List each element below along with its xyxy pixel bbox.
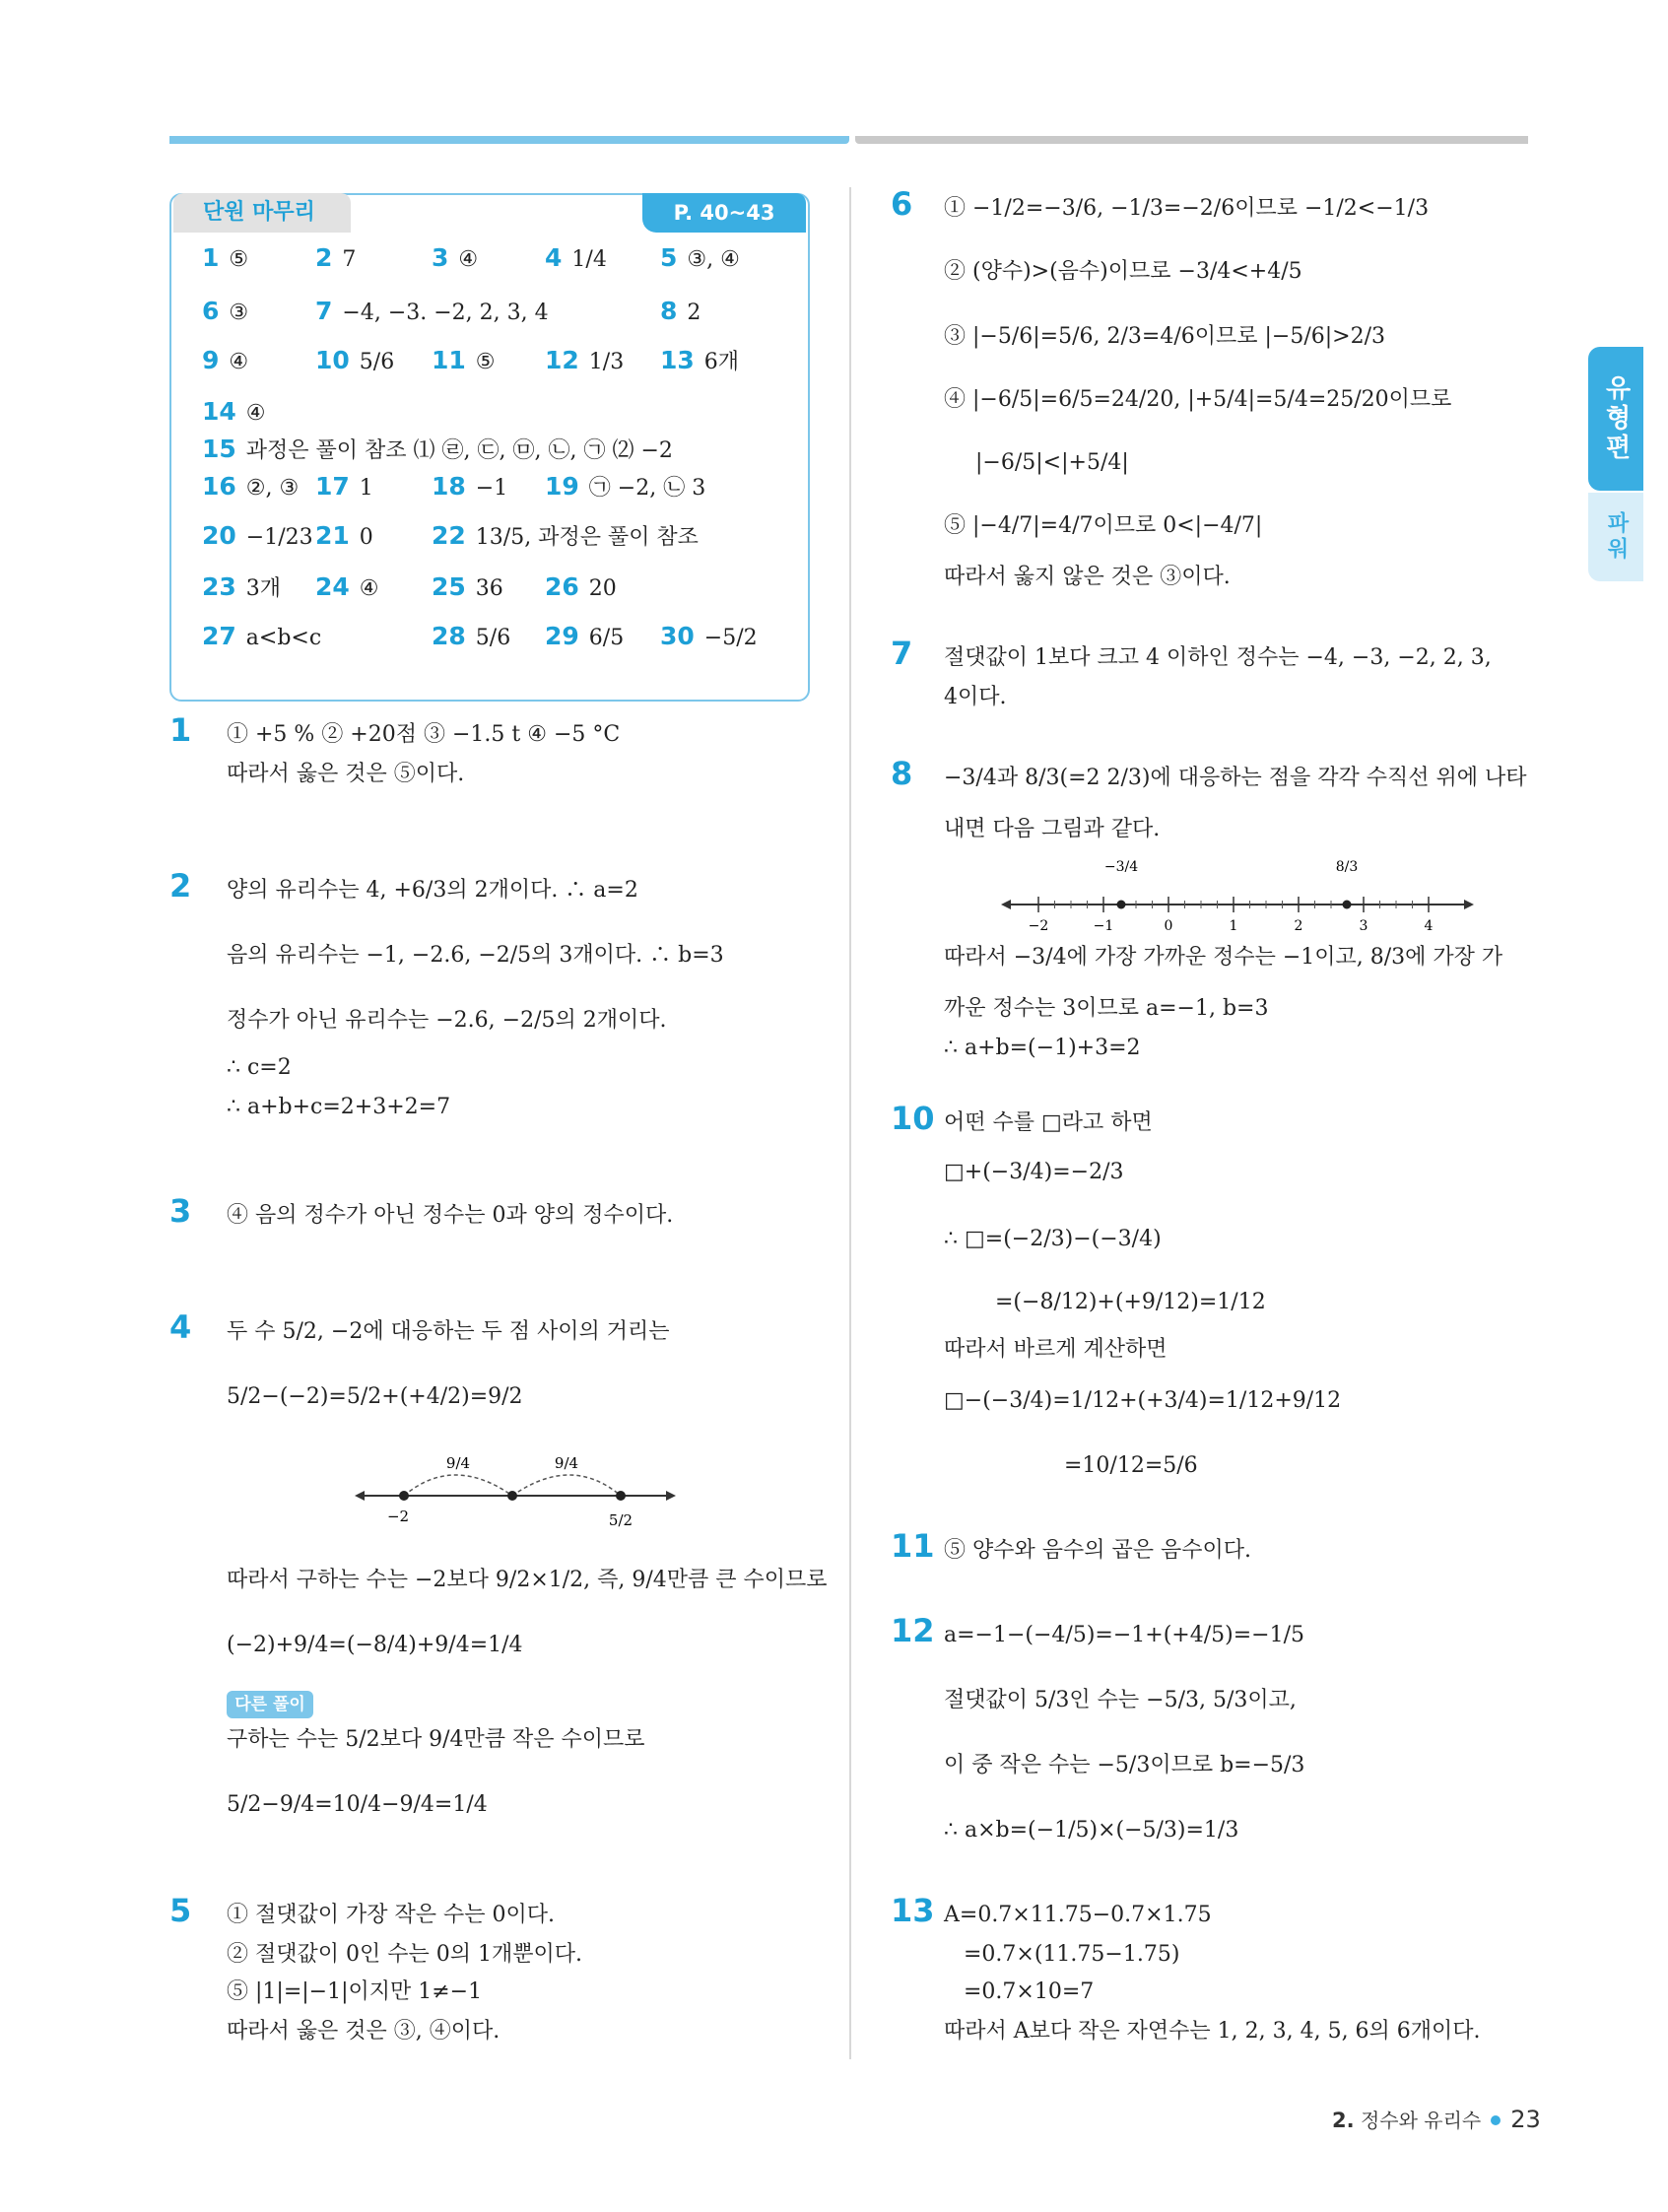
- nl4-arc-1: [404, 1475, 512, 1496]
- left-solution-line: ② 절댓값이 0인 수는 0의 1개뿐이다.: [227, 1942, 582, 1967]
- right-solution-line: =10/12=5/6: [1064, 1453, 1198, 1478]
- right-solution-line: 절댓값이 5/3인 수는 −5/3, 5/3이고,: [944, 1688, 1297, 1712]
- summary-answer-number: 20: [202, 521, 236, 550]
- summary-answer-value: −5/2: [703, 626, 758, 650]
- summary-answer-number: 10: [315, 346, 350, 374]
- summary-answer-22: [432, 521, 699, 553]
- summary-answer-15: [202, 435, 673, 466]
- left-solution-line: ∴ a+b+c=2+3+2=7: [227, 1095, 451, 1119]
- right-solution-line: A=0.7×11.75−0.7×1.75: [944, 1903, 1212, 1927]
- question-number-13: 13: [891, 1892, 935, 1929]
- summary-answer-17: [315, 472, 373, 503]
- summary-answer-value: a<b<c: [245, 626, 322, 650]
- summary-answer-value: ③: [229, 301, 249, 325]
- summary-answer-2: [315, 243, 356, 275]
- nl4-arrow-right: [666, 1491, 676, 1501]
- summary-answer-number: 6: [202, 297, 220, 325]
- side-tab-power[interactable]: 파워: [1588, 493, 1643, 581]
- summary-answer-value: −4, −3. −2, 2, 3, 4: [342, 301, 549, 325]
- right-solution-line: −3/4과 8/3(=2 2/3)에 대응하는 점을 각각 수직선 위에 나타: [944, 766, 1527, 790]
- nl8-tick-label: 0: [1164, 918, 1173, 932]
- right-solution-line: ⑤ |−4/7|=4/7이므로 0<|−4/7|: [944, 513, 1263, 538]
- summary-answer-number: 30: [660, 622, 695, 650]
- nl4-label-5over2: 5/2: [608, 1511, 634, 1529]
- left-solution-line: ④ 음의 정수가 아닌 정수는 0과 양의 정수이다.: [227, 1203, 674, 1228]
- right-solution-line: ③ |−5/6|=5/6, 2/3=4/6이므로 |−5/6|>2/3: [944, 324, 1385, 349]
- alt-solution-badge: 다른 풀이: [227, 1691, 313, 1718]
- summary-title: 단원 마무리: [173, 193, 351, 233]
- summary-answer-number: 29: [545, 622, 579, 650]
- right-solution-line: 까운 정수는 3이므로 a=−1, b=3: [944, 996, 1269, 1021]
- summary-answer-value: ㉠ −2, ㉡ 3: [588, 476, 706, 501]
- summary-answer-26: [545, 572, 617, 604]
- side-tab-type[interactable]: 유형편: [1588, 347, 1643, 491]
- right-solution-line: ∴ □=(−2/3)−(−3/4): [944, 1227, 1162, 1251]
- right-solution-line: =0.7×10=7: [964, 1979, 1095, 2004]
- nl4-point-mid: [507, 1491, 517, 1501]
- summary-answer-value: ⑤: [475, 350, 496, 374]
- numberline-q8: [1001, 853, 1476, 932]
- summary-answer-number: 1: [202, 243, 220, 272]
- summary-answer-5: [660, 243, 740, 275]
- right-solution-line: ④ |−6/5|=6/5=24/20, |+5/4|=5/4=25/20이므로: [944, 387, 1452, 412]
- left-solution-line: ⑤ |1|=|−1|이지만 1≠−1: [227, 1979, 483, 2004]
- summary-answer-number: 7: [315, 297, 333, 325]
- question-number-7: 7: [891, 635, 913, 672]
- summary-answer-value: 1/3: [588, 350, 625, 374]
- summary-answer-number: 5: [660, 243, 678, 272]
- right-solution-line: =0.7×(11.75−1.75): [964, 1942, 1180, 1967]
- summary-answer-9: [202, 346, 248, 377]
- summary-answer-value: ④: [245, 401, 266, 426]
- summary-answer-18: [432, 472, 507, 503]
- footer-chapter-num: 2.: [1332, 2109, 1355, 2132]
- right-solution-line: =(−8/12)+(+9/12)=1/12: [995, 1290, 1266, 1314]
- nl8-tick-label: 3: [1359, 918, 1368, 932]
- left-solution-line: 양의 유리수는 4, +6/3의 2개이다. ∴ a=2: [227, 878, 638, 903]
- summary-answer-25: [432, 572, 503, 604]
- top-bar-right: [855, 136, 1528, 144]
- nl4-label-1: 9/4: [445, 1454, 471, 1472]
- nl8-tick-label: 2: [1294, 918, 1303, 932]
- summary-answer-number: 26: [545, 572, 579, 601]
- right-solution-line: 따라서 옳지 않은 것은 ③이다.: [944, 565, 1231, 589]
- nl8-tick-label: 1: [1229, 918, 1238, 932]
- nl4-arc-2: [512, 1475, 621, 1496]
- question-number-5: 5: [169, 1892, 192, 1929]
- nl8-tick-label: 4: [1424, 918, 1434, 932]
- summary-answer-number: 3: [432, 243, 449, 272]
- right-solution-line: 4이다.: [944, 685, 1007, 709]
- right-solution-line: 따라서 A보다 작은 자연수는 1, 2, 3, 4, 5, 6의 6개이다.: [944, 2019, 1481, 2044]
- summary-answer-value: ③, ④: [687, 247, 740, 272]
- summary-answer-6: [202, 297, 248, 328]
- summary-answer-number: 15: [202, 435, 236, 463]
- summary-answer-7: [315, 297, 549, 328]
- left-solution-line: 5/2−(−2)=5/2+(+4/2)=9/2: [227, 1384, 523, 1409]
- summary-answer-14: [202, 397, 266, 429]
- nl8-label-8over3: 8/3: [1335, 859, 1359, 875]
- nl8-arrow-right: [1464, 900, 1474, 909]
- nl8-tick-label: −2: [1028, 918, 1049, 932]
- summary-answer-value: −1: [475, 476, 508, 501]
- footer-dot: [1491, 2115, 1501, 2125]
- page-footer: [1332, 2105, 1541, 2133]
- right-solution-line: ① −1/2=−3/6, −1/3=−2/6이므로 −1/2<−1/3: [944, 196, 1430, 221]
- summary-answer-value: 3개: [245, 576, 282, 601]
- summary-answer-value: 5/6: [359, 350, 395, 374]
- summary-answer-number: 2: [315, 243, 333, 272]
- summary-answer-number: 22: [432, 521, 466, 550]
- question-number-11: 11: [891, 1527, 935, 1565]
- summary-answer-value: ④: [229, 350, 249, 374]
- left-solution-line: 따라서 옳은 것은 ③, ④이다.: [227, 2019, 500, 2044]
- footer-page-number: 23: [1510, 2106, 1541, 2133]
- right-solution-line: □−(−3/4)=1/12+(+3/4)=1/12+9/12: [944, 1388, 1342, 1413]
- summary-answer-4: [545, 243, 607, 275]
- left-solution-line: 구하는 수는 5/2보다 9/4만큼 작은 수이므로: [227, 1727, 645, 1752]
- summary-answer-value: 1: [359, 476, 373, 501]
- summary-answer-1: [202, 243, 248, 275]
- right-solution-line: ② (양수)>(음수)이므로 −3/4<+4/5: [944, 259, 1302, 284]
- summary-answer-value: 7: [342, 247, 357, 272]
- nl8-arrow-left: [1001, 900, 1011, 909]
- summary-answer-value: 0: [359, 525, 373, 550]
- summary-answer-8: [660, 297, 701, 328]
- summary-answer-number: 16: [202, 472, 236, 501]
- summary-answer-number: 17: [315, 472, 350, 501]
- numberline-q4: [355, 1448, 680, 1547]
- summary-answer-value: 2: [687, 301, 701, 325]
- summary-answer-value: ⑤: [229, 247, 249, 272]
- summary-answer-number: 14: [202, 397, 236, 426]
- summary-answer-number: 11: [432, 346, 466, 374]
- summary-answer-number: 25: [432, 572, 466, 601]
- summary-answer-value: ②, ③: [245, 476, 300, 501]
- nl4-point-minus2: [399, 1491, 409, 1501]
- summary-answer-number: 4: [545, 243, 563, 272]
- summary-answer-11: [432, 346, 496, 377]
- left-solution-line: ① +5 % ② +20점 ③ −1.5 t ④ −5 °C: [227, 722, 621, 747]
- summary-answer-30: [660, 622, 758, 653]
- summary-answer-number: 12: [545, 346, 579, 374]
- summary-answer-number: 9: [202, 346, 220, 374]
- summary-answer-21: [315, 521, 373, 553]
- right-solution-line: 내면 다음 그림과 같다.: [944, 817, 1161, 841]
- left-solution-line: 음의 유리수는 −1, −2.6, −2/5의 3개이다. ∴ b=3: [227, 943, 724, 968]
- summary-answer-20: [202, 521, 313, 553]
- right-solution-line: 어떤 수를 □라고 하면: [944, 1110, 1153, 1135]
- summary-answer-12: [545, 346, 624, 377]
- summary-answer-number: 21: [315, 521, 350, 550]
- column-divider: [849, 187, 851, 2059]
- nl4-label-2: 9/4: [554, 1454, 579, 1472]
- right-solution-line: ∴ a+b=(−1)+3=2: [944, 1036, 1141, 1060]
- summary-answer-number: 13: [660, 346, 695, 374]
- question-number-1: 1: [169, 711, 192, 749]
- summary-answer-number: 19: [545, 472, 579, 501]
- nl8-label-minus3over4: −3/4: [1103, 859, 1139, 875]
- nl4-point-5over2: [616, 1491, 626, 1501]
- summary-answer-value: 6/5: [588, 626, 625, 650]
- summary-answer-value: 13/5, 과정은 풀이 참조: [475, 525, 699, 550]
- question-number-12: 12: [891, 1612, 935, 1649]
- summary-answer-value: −1/23: [245, 525, 313, 550]
- right-solution-line: 절댓값이 1보다 크고 4 이하인 정수는 −4, −3, −2, 2, 3,: [944, 645, 1492, 670]
- left-solution-line: 따라서 구하는 수는 −2보다 9/2×1/2, 즉, 9/4만큼 큰 수이므로: [227, 1568, 828, 1592]
- left-solution-line: (−2)+9/4=(−8/4)+9/4=1/4: [227, 1633, 523, 1657]
- summary-answer-value: ④: [359, 576, 379, 601]
- summary-answer-number: 8: [660, 297, 678, 325]
- right-solution-line: ⑤ 양수와 음수의 곱은 음수이다.: [944, 1538, 1251, 1563]
- question-number-10: 10: [891, 1100, 935, 1137]
- question-number-2: 2: [169, 867, 192, 905]
- nl8-point-8over3: [1343, 901, 1352, 909]
- right-solution-line: 이 중 작은 수는 −5/3이므로 b=−5/3: [944, 1753, 1305, 1777]
- nl8-ticks: [1029, 897, 1434, 932]
- summary-answer-13: [660, 346, 739, 377]
- left-solution-line: ① 절댓값이 가장 작은 수는 0이다.: [227, 1903, 555, 1927]
- summary-answer-29: [545, 622, 624, 653]
- summary-answer-16: [202, 472, 299, 503]
- summary-answer-28: [432, 622, 510, 653]
- left-solution-line: 두 수 5/2, −2에 대응하는 두 점 사이의 거리는: [227, 1319, 670, 1344]
- right-solution-line: |−6/5|<|+5/4|: [975, 450, 1129, 475]
- summary-answer-10: [315, 346, 394, 377]
- left-solution-line: 따라서 옳은 것은 ⑤이다.: [227, 762, 465, 786]
- summary-answer-23: [202, 572, 281, 604]
- right-solution-line: ∴ a×b=(−1/5)×(−5/3)=1/3: [944, 1818, 1239, 1843]
- summary-answer-value: 36: [475, 576, 503, 601]
- left-solution-line: 정수가 아닌 유리수는 −2.6, −2/5의 2개이다.: [227, 1008, 667, 1033]
- summary-answer-number: 18: [432, 472, 466, 501]
- question-number-6: 6: [891, 185, 913, 223]
- right-solution-line: a=−1−(−4/5)=−1+(+4/5)=−1/5: [944, 1623, 1304, 1647]
- nl4-arrow-left: [355, 1491, 365, 1501]
- question-number-3: 3: [169, 1192, 192, 1230]
- question-number-8: 8: [891, 755, 913, 792]
- question-number-4: 4: [169, 1308, 192, 1346]
- summary-answer-value: 5/6: [475, 626, 511, 650]
- left-solution-line: 5/2−9/4=10/4−9/4=1/4: [227, 1792, 488, 1817]
- nl4-label-minus2: −2: [386, 1508, 410, 1525]
- summary-answer-value: 20: [588, 576, 617, 601]
- summary-pages: P. 40~43: [642, 193, 806, 233]
- summary-answer-27: [202, 622, 321, 653]
- summary-answer-3: [432, 243, 478, 275]
- summary-answer-number: 28: [432, 622, 466, 650]
- right-solution-line: □+(−3/4)=−2/3: [944, 1160, 1124, 1184]
- summary-answer-value: 1/4: [571, 247, 607, 272]
- summary-answer-value: 과정은 풀이 참조 ⑴ ㉣, ㉢, ㉤, ㉡, ㉠ ⑵ −2: [245, 438, 673, 463]
- summary-answer-number: 24: [315, 572, 350, 601]
- top-bar-left: [169, 136, 849, 144]
- right-solution-line: 따라서 바르게 계산하면: [944, 1337, 1168, 1362]
- summary-answer-value: ④: [458, 247, 479, 272]
- summary-answer-24: [315, 572, 379, 604]
- nl8-tick-label: −1: [1093, 918, 1114, 932]
- right-solution-line: 따라서 −3/4에 가장 가까운 정수는 −1이고, 8/3에 가장 가: [944, 945, 1503, 970]
- left-solution-line: ∴ c=2: [227, 1055, 292, 1080]
- summary-answer-number: 23: [202, 572, 236, 601]
- footer-chapter: 정수와 유리수: [1360, 2109, 1482, 2132]
- summary-answer-number: 27: [202, 622, 236, 650]
- nl8-point-minus3over4: [1117, 901, 1126, 909]
- summary-answer-value: 6개: [703, 350, 740, 374]
- summary-answer-19: [545, 472, 705, 503]
